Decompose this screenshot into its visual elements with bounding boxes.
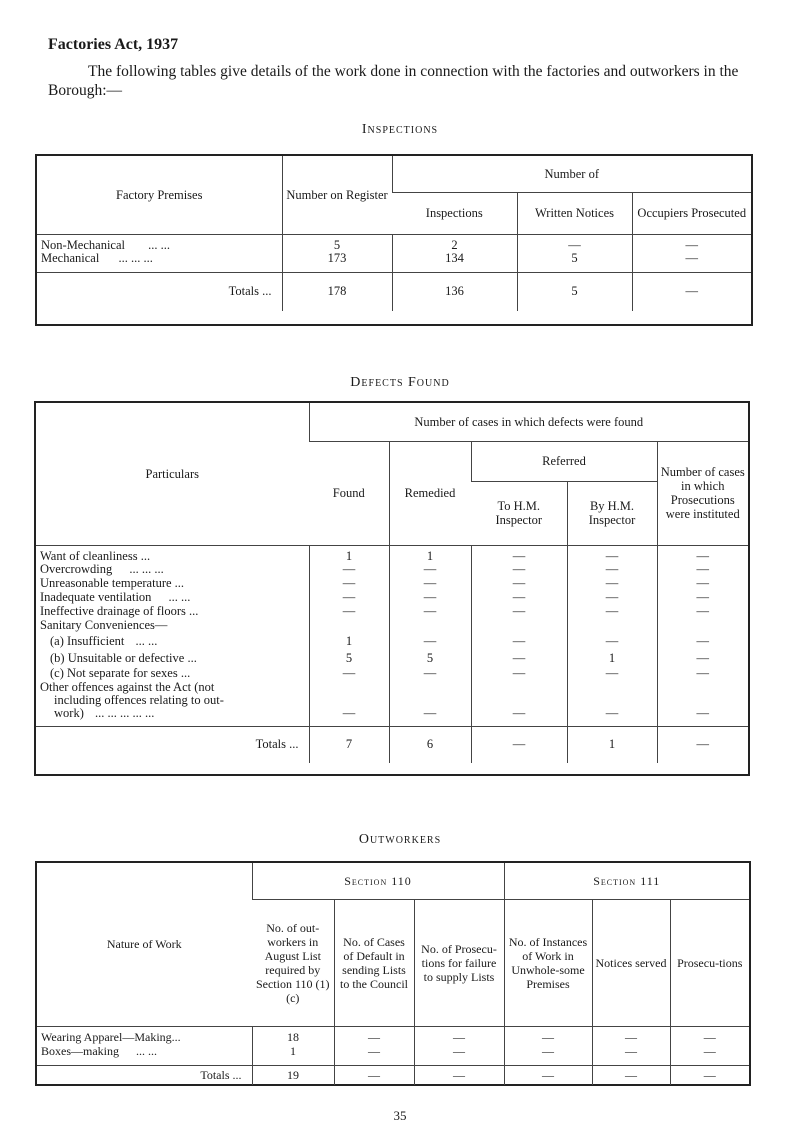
cell-prosecuted: — — [632, 234, 751, 252]
cell-found: — — [309, 667, 389, 681]
cell-prosecutions-failure: — — [414, 1065, 504, 1085]
table-row — [37, 1026, 749, 1044]
cell-prosecutions-failure: — — [414, 1026, 504, 1044]
header-prosecutions: Prosecu-tions — [670, 899, 749, 1026]
cell-prosecuted: — — [632, 252, 751, 273]
header-found: Found — [309, 441, 389, 545]
header-prosecutions-instituted: Number of cases in which Prosecutions were instituted — [657, 441, 748, 545]
header-factory-premises: Factory Premises — [37, 156, 282, 234]
cell-default: — — [334, 1044, 414, 1065]
leader-dots: ... ... ... — [129, 562, 164, 576]
table-row — [36, 619, 748, 633]
row-label: Sanitary Conveniences— — [40, 618, 168, 632]
cell-default: — — [334, 1026, 414, 1044]
defects-table — [36, 403, 748, 763]
header-default-cases: No. of Cases of Default in sending Lists to the Council — [334, 899, 414, 1026]
cell-register: 5 — [282, 234, 392, 252]
cell-prosecutions: — — [657, 605, 748, 619]
leader-dots: ... ... — [148, 237, 170, 252]
leader-dots: ... ... — [136, 1043, 157, 1058]
cell-by-hm: — — [567, 545, 657, 563]
cell-by-hm: — — [567, 667, 657, 681]
cell-notices: — — [592, 1044, 670, 1065]
cell-notices: 5 — [517, 273, 632, 311]
cell-found: 5 — [309, 650, 389, 667]
cell-prosecutions: — — [657, 563, 748, 577]
cell-to-hm: — — [471, 667, 567, 681]
header-notices-served: Notices served — [592, 899, 670, 1026]
cell-register: 178 — [282, 273, 392, 311]
cell-to-hm: — — [471, 727, 567, 763]
table-row — [37, 1044, 749, 1065]
header-remedied: Remedied — [389, 441, 471, 545]
header-to-hm-inspector: To H.M. Inspector — [471, 481, 567, 545]
header-occupiers-prosecuted: Occupiers Prosecuted — [632, 192, 751, 234]
table-row — [36, 650, 748, 667]
inspections-heading: Inspections — [361, 122, 439, 137]
row-label: (c) Not separate for sexes — [50, 666, 178, 680]
row-label: Non-Mechanical — [41, 237, 125, 252]
totals-row — [37, 273, 751, 311]
cell-by-hm: 1 — [567, 727, 657, 763]
cell-register: 173 — [282, 252, 392, 273]
cell-by-hm: — — [567, 681, 657, 727]
totals-label: Totals — [228, 284, 259, 299]
table-row — [36, 545, 748, 563]
cell-prosecutions: — — [657, 545, 748, 563]
table-row — [37, 252, 751, 273]
leader-dots: ... — [174, 576, 185, 590]
totals-label: Totals — [200, 1067, 230, 1082]
cell-to-hm: — — [471, 591, 567, 605]
leader-dots: ... ... ... ... ... — [94, 706, 155, 720]
cell-found: 1 — [309, 633, 389, 650]
cell-list: 18 — [252, 1026, 334, 1044]
cell-notices: — — [592, 1026, 670, 1044]
totals-label: Totals — [255, 737, 286, 752]
leader-dots: ... ... ... — [118, 251, 153, 266]
cell-list: 1 — [252, 1044, 334, 1065]
table-row — [36, 681, 748, 727]
header-number-on-register: Number on Register — [282, 156, 392, 234]
cell-default: — — [334, 1065, 414, 1085]
cell-inspections: 2 — [392, 234, 517, 252]
header-by-hm-inspector: By H.M. Inspector — [567, 481, 657, 545]
row-label: Ineffective drainage of floors — [40, 604, 186, 618]
leader-dots: ... — [262, 284, 272, 299]
header-section-110: Section 110 — [252, 863, 504, 899]
cell-instances: — — [504, 1065, 592, 1085]
header-section-111: Section 111 — [504, 863, 749, 899]
totals-row — [37, 1065, 749, 1085]
cell-to-hm: — — [471, 563, 567, 577]
cell-to-hm: — — [471, 681, 567, 727]
cell-found: — — [309, 591, 389, 605]
row-label-line: Other offences against the Act (not — [40, 680, 215, 694]
cell-to-hm: — — [471, 633, 567, 650]
header-particulars: Particulars — [36, 403, 309, 545]
cell-instances: — — [504, 1026, 592, 1044]
outworkers-table — [37, 863, 749, 1085]
row-label: Boxes—making — [41, 1043, 119, 1058]
cell-by-hm: — — [567, 577, 657, 591]
cell-instances: — — [504, 1044, 592, 1065]
leader-dots: ... ... — [135, 633, 158, 648]
header-number-of-cases: Number of cases in which defects were found — [309, 403, 748, 441]
cell-to-hm: — — [471, 577, 567, 591]
cell-remedied: 6 — [389, 727, 471, 763]
leader-dots: ... — [140, 548, 151, 563]
cell-by-hm: — — [567, 633, 657, 650]
leader-dots: ... ... — [168, 590, 191, 604]
cell-prosecuted: — — [632, 273, 751, 311]
cell-prosecutions: — — [657, 591, 748, 605]
cell-remedied: — — [389, 681, 471, 727]
cell-found: — — [309, 681, 389, 727]
row-label-line: including offences relating to out- — [54, 693, 224, 707]
cell-remedied: 1 — [389, 545, 471, 563]
cell-remedied: — — [389, 591, 471, 605]
leader-dots: ... — [187, 650, 197, 665]
cell-remedied: — — [389, 563, 471, 577]
cell-prosecutions: — — [657, 727, 748, 763]
cell-notices: 5 — [517, 252, 632, 273]
page-title: Factories Act, 1937 — [48, 36, 179, 53]
header-prosecutions-failure: No. of Prosecu-tions for failure to supply Lists — [414, 899, 504, 1026]
cell-found: 7 — [309, 727, 389, 763]
row-label: (b) Unsuitable or defective — [50, 650, 185, 665]
table-row — [36, 591, 748, 605]
totals-row — [36, 727, 748, 763]
cell-to-hm: — — [471, 650, 567, 667]
row-label: Mechanical — [41, 251, 100, 266]
cell-found: — — [309, 605, 389, 619]
table-row — [36, 577, 748, 591]
cell-remedied: — — [389, 577, 471, 591]
row-label-line: work) — [54, 706, 84, 720]
row-label: Inadequate ventilation — [40, 590, 152, 604]
inspections-table — [37, 156, 751, 311]
cell-prosecutions: — — [657, 633, 748, 650]
cell-to-hm: — — [471, 605, 567, 619]
cell-notices: — — [592, 1065, 670, 1085]
leader-dots: ... — [289, 737, 299, 752]
cell-remedied: — — [389, 605, 471, 619]
defects-heading: Defects Found — [350, 375, 450, 390]
cell-found: — — [309, 577, 389, 591]
cell-prosecutions: — — [670, 1065, 749, 1085]
cell-by-hm: — — [567, 591, 657, 605]
header-outworkers-list: No. of out-workers in August List required by Section 110 (1) (c) — [252, 899, 334, 1026]
table-row — [36, 605, 748, 619]
leader-dots: ... — [180, 666, 191, 680]
cell-list: 19 — [252, 1065, 334, 1085]
row-label: Overcrowding — [40, 562, 113, 576]
header-referred: Referred — [471, 441, 657, 481]
intro-paragraph: The following tables give details of the work done in connection with the factories and outworkers in the Borough:— — [48, 63, 739, 99]
cell-found: — — [309, 563, 389, 577]
cell-inspections: 136 — [392, 273, 517, 311]
cell-remedied: — — [389, 667, 471, 681]
cell-notices: — — [517, 234, 632, 252]
cell-prosecutions: — — [670, 1026, 749, 1044]
cell-by-hm: 1 — [567, 650, 657, 667]
cell-prosecutions: — — [670, 1044, 749, 1065]
row-label: (a) Insufficient — [50, 633, 125, 648]
cell-prosecutions: — — [657, 577, 748, 591]
cell-by-hm: — — [567, 563, 657, 577]
cell-remedied: 5 — [389, 650, 471, 667]
header-inspections: Inspections — [392, 192, 517, 234]
leader-dots: ... — [232, 1067, 242, 1082]
cell-found: 1 — [309, 545, 389, 563]
cell-by-hm: — — [567, 605, 657, 619]
cell-prosecutions-failure: — — [414, 1044, 504, 1065]
cell-to-hm: — — [471, 545, 567, 563]
row-label: Wearing Apparel—Making — [41, 1029, 172, 1044]
header-nature-of-work: Nature of Work — [37, 863, 252, 1026]
cell-prosecutions: — — [657, 681, 748, 727]
table-row — [36, 563, 748, 577]
cell-inspections: 134 — [392, 252, 517, 273]
header-written-notices: Written Notices — [517, 192, 632, 234]
row-label: Unreasonable temperature — [40, 576, 172, 590]
page-number: 35 — [393, 1108, 407, 1123]
header-instances-unwholesome: No. of Instances of Work in Unwhole-some Premises — [504, 899, 592, 1026]
cell-remedied: — — [389, 633, 471, 650]
cell-prosecutions: — — [657, 667, 748, 681]
table-row — [37, 234, 751, 252]
outworkers-heading: Outworkers — [358, 832, 442, 847]
table-row — [36, 667, 748, 681]
leader-dots: ... — [189, 604, 199, 618]
row-label: Want of cleanliness — [40, 548, 138, 563]
leader-dots: ... — [171, 1029, 181, 1044]
cell-prosecutions: — — [657, 650, 748, 667]
header-number-of: Number of — [392, 156, 751, 192]
table-row — [36, 633, 748, 650]
